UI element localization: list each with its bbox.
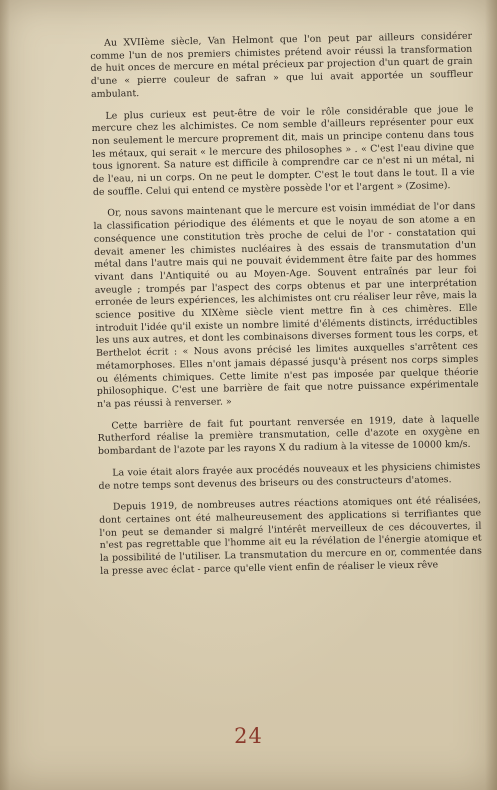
paragraph-mercure-alchimistes: Le plus curieux est peut-être de voir le rôle considérable que joue le mercure chez les alchimistes. Ce nom semble d'ailleurs représenter pour eux non seulement le mercure proprement dit, mais un principe contenu dans tous les métaux, qui serait « le mercure des philosophes » . « C'est l'eau divine que tous ignorent. Sa nature est difficile à comprendre car ce n'est ni un métal, ni de l'eau, ni un corps. On ne peut le dompter. C'est le tout dans le tout. Il a vie de souffle. Celui qui entend ce mystère possède l'or et l'argent » (Zosime). <box>91 103 475 198</box>
page-shadow-left <box>0 0 10 790</box>
body-text <box>90 31 482 588</box>
paragraph-depuis-1919: Depuis 1919, de nombreuses autres réactions atomiques ont été réalisées, dont certaines ont été malheureusement des applications si terrifiantes que l'on peut se demander si malgré l'intérêt merveilleux de ces découvertes, il n'est pas regrettable que l'homme ait eu la révélation de l'énergie atomique et la possibilité de l'utiliser. La transmutation du mercure en or, commentée dans la presse avec éclat - parce qu'elle vient enfin de réaliser le vieux rêve <box>99 494 483 577</box>
paragraph-van-helmont: Au XVIIème siècle, Van Helmont que l'on peut par ailleurs considérer comme l'un de nos premiers chimistes prétend avoir réussi la transformation de huit onces de mercure en métal précieux par projection d'un quart de grain d'une « pierre couleur de safran » que lui avait apportée un souffleur ambulant. <box>90 30 473 100</box>
page-number: 24 <box>234 724 263 748</box>
paragraph-rutherford: Cette barrière de fait fut pourtant renversée en 1919, date à laquelle Rutherford réalise la première transmutation, celle d'azote en oxygène en bombardant de l'azote par les rayons X du radium à la vitesse de 10000 km/s. <box>97 413 480 458</box>
paragraph-classification-periodique: Or, nous savons maintenant que le mercure est voisin immédiat de l'or dans la classification périodique des éléments et que le noyau de son atome a en conséquence une constitution très proche de celui de l'or - constatation qui devait amener les chimistes nucléaires à des essais de transmutation d'un métal dans l'autre mais qui ne pouvait évidemment être faite par des hommes vivant dans l'Antiquité ou au Moyen-Age. Souvent entraînés par leur foi aveugle ; trompés par l'aspect des corps obtenus et par une interprétation erronée de leurs expériences, les alchimistes ont cru réaliser leur rêve, mais la science positive du XIXème siècle vient mettre fin à ces chimères. Elle introduit l'idée qu'il existe un nombre limité d'éléments distincts, irréductibles les uns aux autres, et dont les combinaisons diverses forment tous les corps, et Berthelot écrit : « Nous avons précisé les limites auxquelles s'arrêtent ces métamorphoses. Elles n'ont jamais dépassé jusqu'à présent nos corps simples ou éléments chimiques. Cette limite n'est pas imposée par quelque théorie philosophique. C'est une barrière de fait que notre puissance expérimentale n'a pas réussi à renverser. » <box>93 201 479 410</box>
page-shadow-right <box>485 0 497 790</box>
paragraph-voie-frayee: La voie était alors frayée aux procédés nouveaux et les physiciens chimistes de notre temps sont devenus des briseurs ou des constructeurs d'atomes. <box>98 460 481 492</box>
